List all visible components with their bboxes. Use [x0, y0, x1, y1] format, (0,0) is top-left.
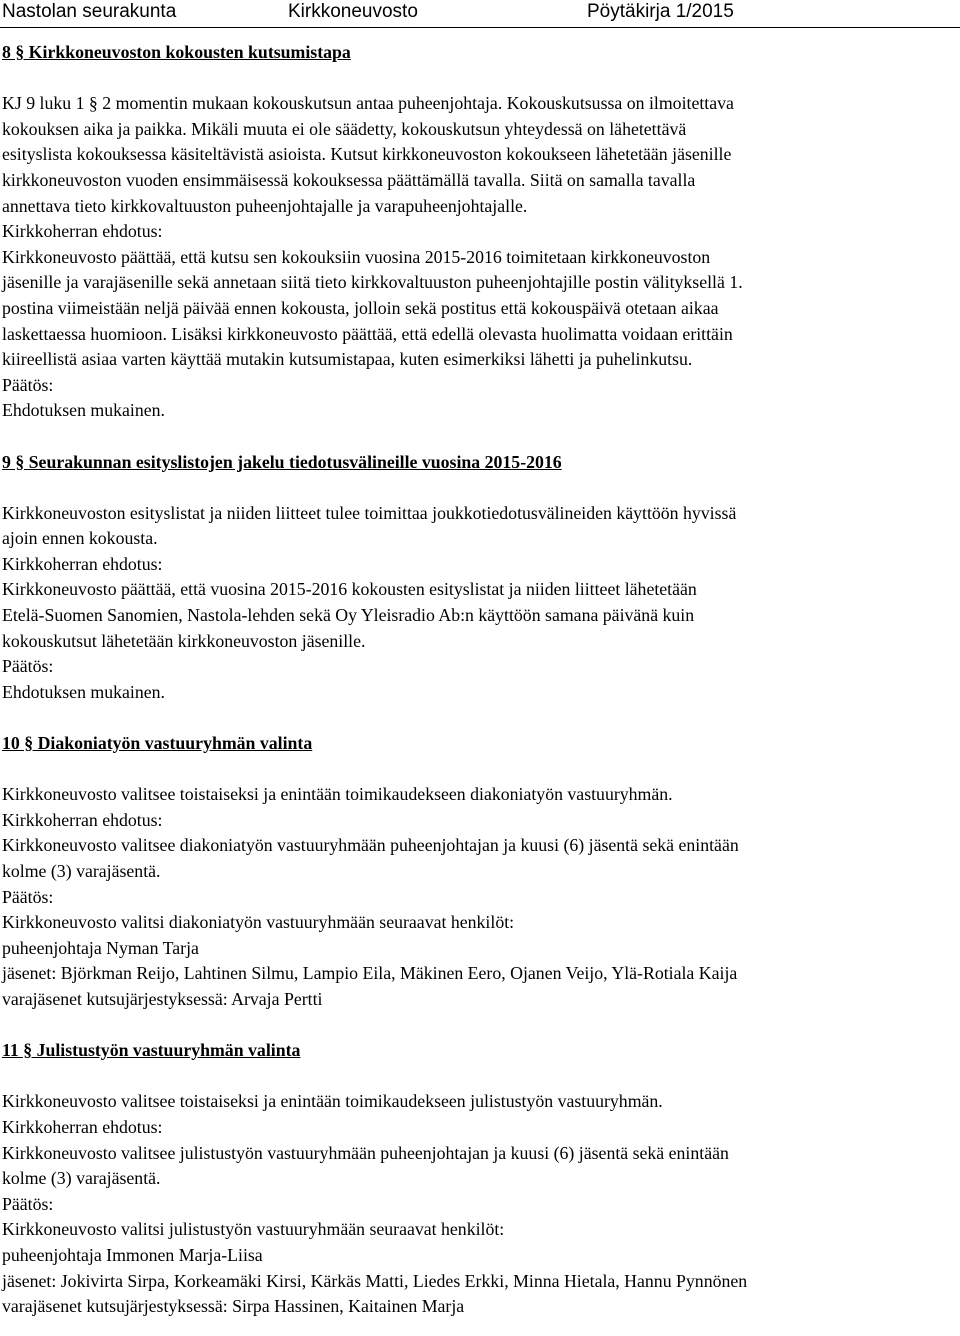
spacer: [2, 757, 952, 783]
text-line: Kirkkoneuvosto valitsi diakoniatyön vastuuryhmään seuraavat henkilöt:: [2, 912, 515, 933]
header-body: Kirkkoneuvosto: [288, 1, 418, 22]
deputies-line: varajäsenet kutsujärjestyksessä: Sirpa Hassinen, Kaitainen Marja: [2, 1296, 465, 1317]
text-line: KJ 9 luku 1 § 2 momentin mukaan kokouskutsun antaa puheenjohtaja. Kokouskutsussa on ilmoitettava: [2, 93, 734, 114]
decision-text: Ehdotuksen mukainen.: [2, 400, 165, 421]
text-line: Kirkkoneuvosto valitsi julistustyön vastuuryhmään seuraavat henkilöt:: [2, 1219, 505, 1240]
proposal-label: Kirkkoherran ehdotus:: [2, 809, 163, 830]
members-line: jäsenet: Jokivirta Sirpa, Korkeamäki Kirsi, Kärkäs Matti, Liedes Erkki, Minna Hietala, Hannu Pynnönen: [2, 1270, 748, 1291]
minutes-document: [2, 40, 952, 1320]
header-minutes-number: Pöytäkirja 1/2015: [587, 1, 734, 22]
text-line: kolme (3) varajäsentä.: [2, 861, 161, 881]
decision-label: Päätös:: [2, 656, 54, 677]
spacer: [2, 1064, 952, 1090]
spacer: [2, 475, 952, 501]
text-line: Kirkkoneuvosto päättää, että vuosina 2015-2016 kokousten esityslistat ja niiden liitteet lähetetään: [2, 579, 697, 600]
deputies-line: varajäsenet kutsujärjestyksessä: Arvaja Pertti: [2, 988, 323, 1009]
text-line: kokouksen aika ja paikka. Mikäli muuta ei ole säädetty, kokouskutsun yhteydessä on lähetettävä: [2, 118, 687, 139]
header-parish: Nastolan seurakunta: [2, 1, 177, 22]
decision-text: Ehdotuksen mukainen.: [2, 681, 165, 702]
section-10-title: 10 § Diakoniatyön vastuuryhmän valinta: [2, 733, 313, 754]
text-line: esityslista kokouksessa käsiteltävistä asioista. Kutsut kirkkoneuvoston kokoukseen lähetetään jäsenille: [2, 144, 732, 165]
chair-line: puheenjohtaja Immonen Marja-Liisa: [2, 1244, 263, 1265]
text-line: Kirkkoneuvosto valitsee toistaiseksi ja enintään toimikaudekseen julistustyön vastuuryhmän.: [2, 1091, 663, 1112]
header-divider: [0, 27, 960, 28]
members-line: jäsenet: Björkman Reijo, Lahtinen Silmu, Lampio Eila, Mäkinen Eero, Ojanen Veijo, Ylä-Rotiala Kaija: [2, 963, 738, 984]
text-line: kokouskutsut lähetetään kirkkoneuvoston jäsenille.: [2, 630, 366, 651]
decision-label: Päätös:: [2, 1193, 54, 1214]
text-line: Kirkkoneuvoston esityslistat ja niiden liitteet tulee toimittaa joukkotiedotusvälineiden käyttöön hyvissä: [2, 502, 737, 523]
text-line: Kirkkoneuvosto valitsee julistustyön vastuuryhmään puheenjohtajan ja kuusi (6) jäsentä sekä enintään: [2, 1142, 729, 1163]
text-line: annettava tieto kirkkovaltuuston puheenjohtajalle ja varapuheenjohtajalle.: [2, 195, 528, 216]
proposal-label: Kirkkoherran ehdotus:: [2, 553, 163, 574]
section-9-title: 9 § Seurakunnan esityslistojen jakelu tiedotusvälineille vuosina 2015-2016: [2, 451, 562, 472]
page-header: [0, 0, 960, 26]
spacer: [2, 1013, 952, 1039]
section-11-title: 11 § Julistustyön vastuuryhmän valinta: [2, 1040, 301, 1061]
text-line: Kirkkoneuvosto päättää, että kutsu sen kokouksiin vuosina 2015-2016 toimitetaan kirkkoneuvoston: [2, 246, 711, 267]
decision-label: Päätös:: [2, 886, 54, 907]
text-line: Kirkkoneuvosto valitsee toistaiseksi ja enintään toimikaudekseen diakoniatyön vastuuryhmän.: [2, 784, 673, 805]
text-line: kolme (3) varajäsentä.: [2, 1168, 161, 1189]
spacer: [2, 424, 952, 450]
section-8-title: 8 § Kirkkoneuvoston kokousten kutsumistapa: [2, 42, 351, 62]
text-line: kirkkoneuvoston vuoden ensimmäisessä kokouksessa päättämällä tavalla. Siitä on samalla tavalla: [2, 169, 696, 190]
proposal-label: Kirkkoherran ehdotus:: [2, 221, 163, 242]
spacer: [2, 705, 952, 731]
text-line: postina viimeistään neljä päivää ennen kokousta, jolloin sekä postitus että kokouspäivä otetaan aikaa: [2, 297, 719, 318]
text-line: ajoin ennen kokousta.: [2, 528, 158, 549]
decision-label: Päätös:: [2, 374, 54, 395]
text-line: laskettaessa huomioon. Lisäksi kirkkoneuvosto päättää, että edellä olevasta huolimatta voidaan erittäin: [2, 323, 733, 344]
chair-line: puheenjohtaja Nyman Tarja: [2, 937, 199, 958]
text-line: kiireellistä asiaa varten käyttää mutakin kutsumistapaa, kuten esimerkiksi lähetti ja puhelinkutsu.: [2, 349, 693, 370]
proposal-label: Kirkkoherran ehdotus:: [2, 1116, 163, 1137]
text-line: Etelä-Suomen Sanomien, Nastola-lehden sekä Oy Yleisradio Ab:n käyttöön samana päivänä kuin: [2, 605, 695, 626]
text-line: Kirkkoneuvosto valitsee diakoniatyön vastuuryhmään puheenjohtajan ja kuusi (6) jäsentä sekä enintään: [2, 835, 739, 856]
text-line: jäsenille ja varajäsenille sekä annetaan siitä tieto kirkkovaltuuston puheenjohtajille postin välityksellä 1.: [2, 272, 743, 293]
spacer: [2, 66, 952, 92]
